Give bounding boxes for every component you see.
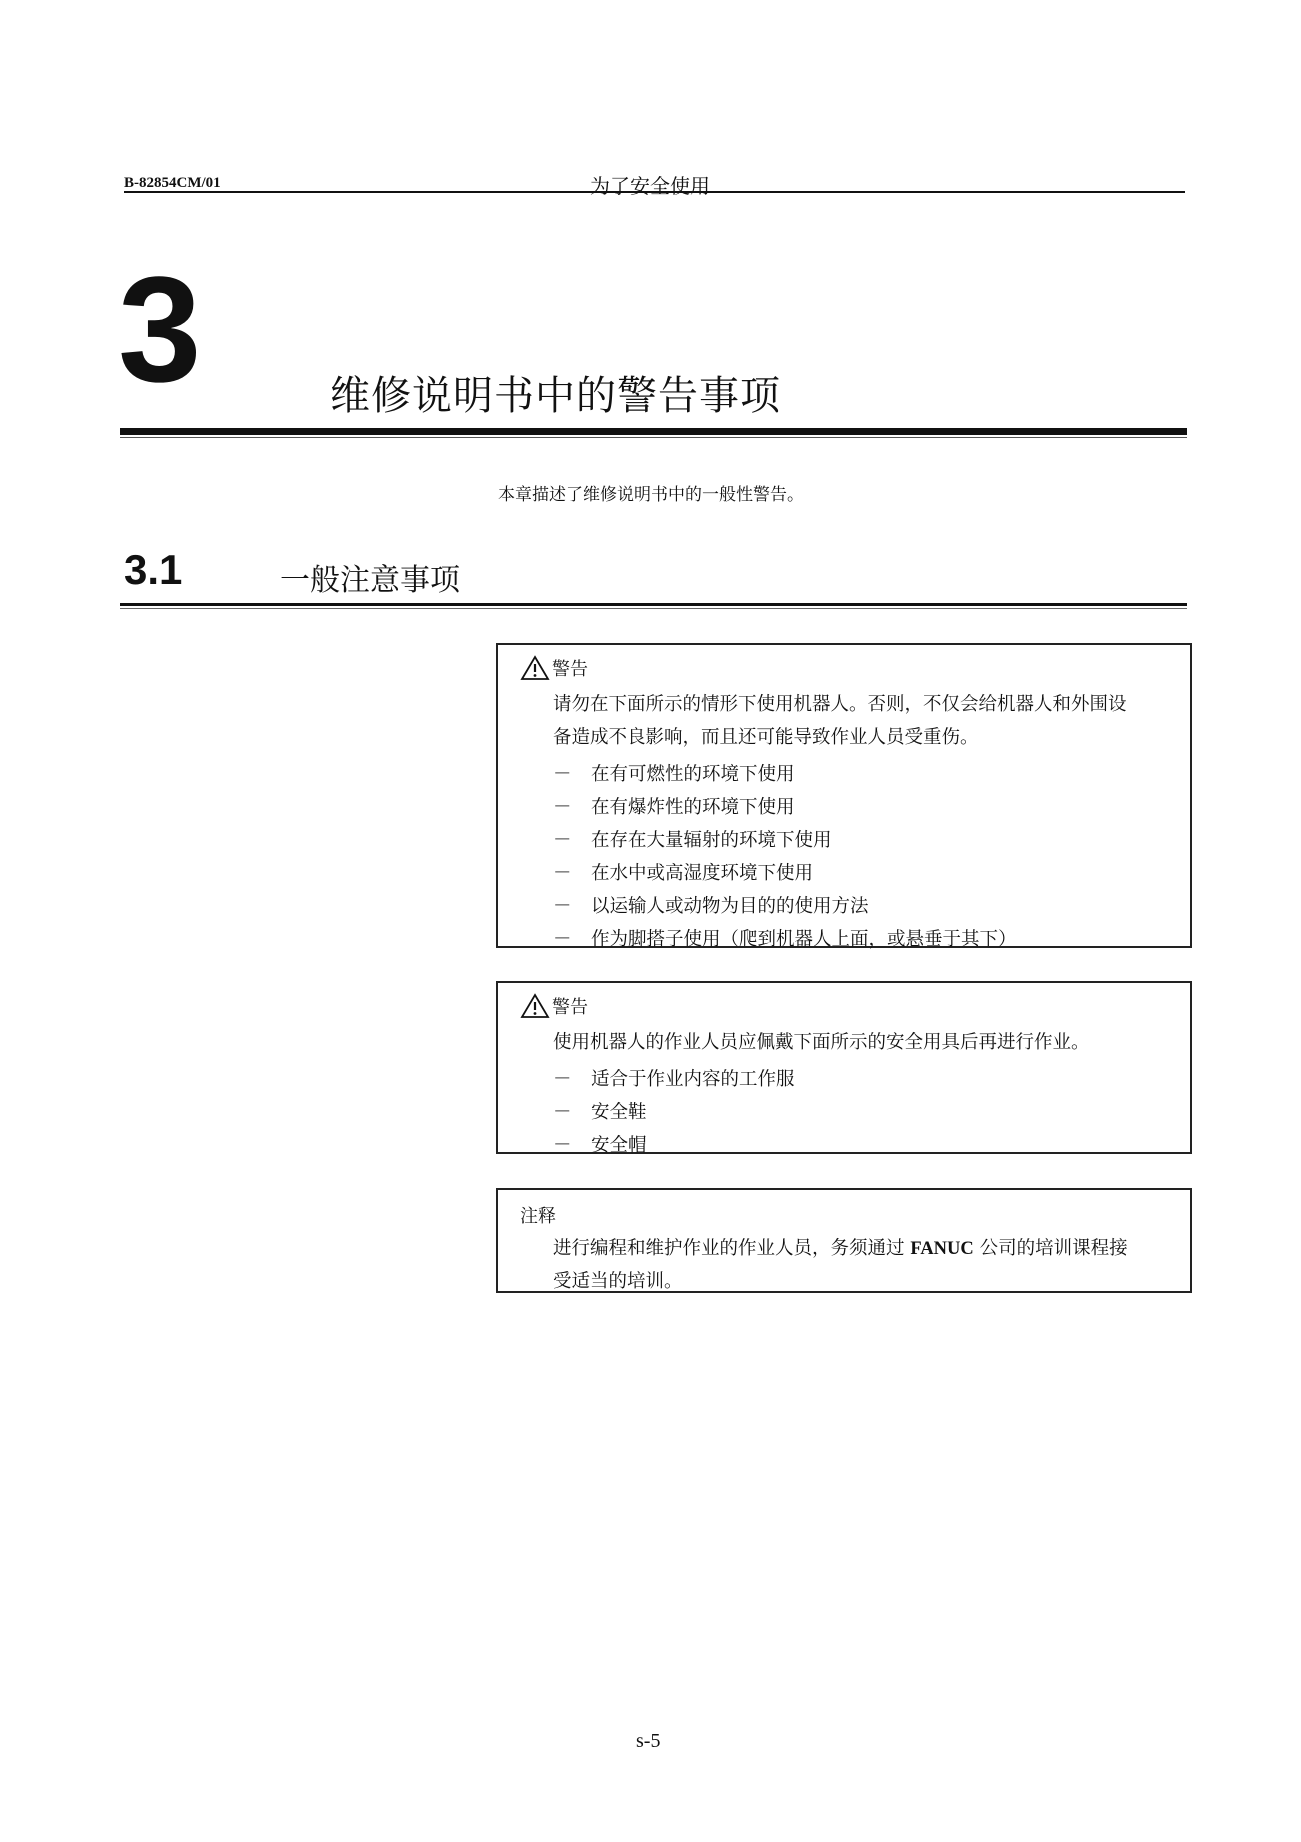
document-code: B-82854CM/01 <box>124 175 221 191</box>
bullet-dash: － <box>553 1102 572 1123</box>
list-item-text: 在有爆炸性的环境下使用 <box>591 797 795 818</box>
list-item-text: 在有可燃性的环境下使用 <box>591 764 795 785</box>
section-title: 一般注意事项 <box>280 563 460 598</box>
chapter-divider <box>120 428 1187 435</box>
chapter-intro: 本章描述了维修说明书中的一般性警告。 <box>498 485 804 505</box>
section-number: 3.1 <box>124 546 183 593</box>
note-text-after: 公司的培训课程接 <box>973 1238 1128 1259</box>
list-item-text: 在存在大量辐射的环境下使用 <box>591 830 832 851</box>
list-item <box>553 892 869 918</box>
warning-header <box>520 655 588 681</box>
bullet-dash: － <box>553 830 572 851</box>
warning-label: 警告 <box>552 997 588 1018</box>
section-divider <box>120 603 1187 606</box>
chapter-divider-thin <box>120 437 1187 438</box>
list-item <box>553 826 832 852</box>
list-item <box>553 1131 647 1157</box>
list-item <box>553 1098 647 1124</box>
warning-label: 警告 <box>552 659 588 680</box>
header-divider <box>124 191 1185 193</box>
bullet-dash: － <box>553 764 572 785</box>
header-title: 为了安全使用 <box>590 174 710 198</box>
list-item <box>553 859 813 885</box>
bullet-dash: － <box>553 929 572 950</box>
list-item-text: 适合于作业内容的工作服 <box>591 1069 795 1090</box>
warning-box-2 <box>496 981 1192 1154</box>
bullet-dash: － <box>553 1069 572 1090</box>
section-divider-thin <box>120 608 1187 609</box>
warning-text-line: 备造成不良影响，而且还可能导致作业人员受重伤。 <box>553 727 979 748</box>
note-text-before: 进行编程和维护作业的作业人员，务须通过 <box>553 1238 911 1259</box>
warning-text-line: 请勿在下面所示的情形下使用机器人。否则，不仅会给机器人和外围设 <box>553 694 1127 715</box>
chapter-title: 维修说明书中的警告事项 <box>330 373 781 419</box>
list-item <box>553 793 795 819</box>
list-item-text: 在水中或高湿度环境下使用 <box>591 863 814 884</box>
warning-header <box>520 993 588 1019</box>
note-label: 注释 <box>520 1206 556 1227</box>
warning-text-line: 使用机器人的作业人员应佩戴下面所示的安全用具后再进行作业。 <box>553 1032 1090 1053</box>
list-item <box>553 760 795 786</box>
bullet-dash: － <box>553 1135 572 1156</box>
list-item-text: 安全帽 <box>591 1135 647 1156</box>
warning-box-1 <box>496 643 1192 948</box>
list-item-text: 安全鞋 <box>591 1102 647 1123</box>
list-item <box>553 1065 795 1091</box>
note-header <box>520 1202 556 1228</box>
list-item-text: 以运输人或动物为目的的使用方法 <box>591 896 869 917</box>
bullet-dash: － <box>553 896 572 917</box>
page-number: s-5 <box>636 1730 661 1752</box>
note-box <box>496 1188 1192 1293</box>
bullet-dash: － <box>553 863 572 884</box>
brand-name: FANUC <box>910 1239 974 1259</box>
list-item <box>553 925 1017 951</box>
note-text-line <box>553 1232 1170 1266</box>
chapter-number: 3 <box>118 245 202 413</box>
note-text-line: 受适当的培训。 <box>553 1271 683 1292</box>
warning-triangle-icon <box>520 993 550 1019</box>
bullet-dash: － <box>553 797 572 818</box>
warning-triangle-icon <box>520 655 550 681</box>
list-item-text: 作为脚搭子使用（爬到机器人上面，或悬垂于其下） <box>591 929 1017 950</box>
